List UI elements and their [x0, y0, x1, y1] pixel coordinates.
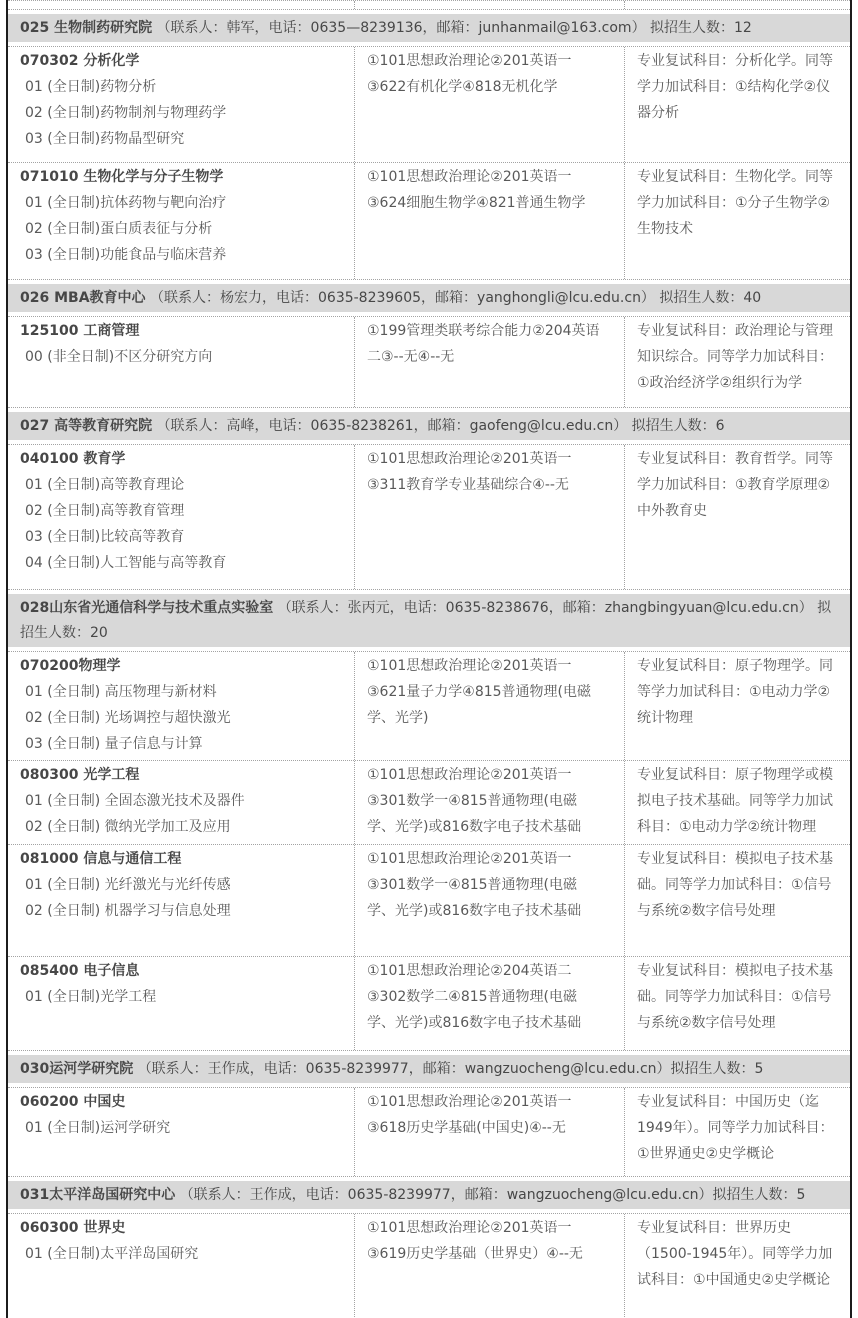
- department-header-bar: [8, 14, 850, 42]
- direction-item: 03 (全日制) 量子信息与计算: [25, 736, 203, 752]
- retest-subjects-cell: 专业复试科目：原子物理学。同等学力加试科目：①电动力学②统计物理: [624, 652, 850, 760]
- retest-subjects-cell: 专业复试科目：政治理论与管理知识综合。同等学力加试科目：①政治经济学②组织行为学: [624, 317, 850, 407]
- direction-item: 02 (全日制)高等教育管理: [25, 503, 185, 519]
- program-code-name: 070302 分析化学: [20, 53, 140, 69]
- department-header-bar: [8, 412, 850, 440]
- program-code-name: 080300 光学工程: [20, 767, 140, 783]
- program-rows-block: [8, 316, 850, 408]
- direction-item: 01 (全日制) 全固态激光技术及器件: [25, 793, 245, 809]
- retest-subjects-cell: 专业复试科目：教育哲学。同等学力加试科目：①教育学原理②中外教育史: [624, 445, 850, 589]
- exam-subjects-cell: ①101思想政治理论②201英语一③619历史学基础（世界史）④--无: [354, 1214, 624, 1318]
- direction-list: [20, 472, 342, 576]
- exam-subjects-cell: ①101思想政治理论②201英语一③624细胞生物学④821普通生物学: [354, 163, 624, 279]
- department-section: [8, 1055, 850, 1177]
- truncated-cell: [354, 1, 624, 9]
- program-cell: [8, 445, 354, 589]
- program-code-name: 040100 教育学: [20, 451, 126, 467]
- direction-item: 01 (全日制) 高压物理与新材料: [25, 684, 217, 700]
- exam-subjects-cell: ①101思想政治理论②201英语一③301数学一④815普通物理(电磁学、光学)或816数字电子技术基础: [354, 761, 624, 844]
- program-row: [8, 46, 850, 163]
- direction-item: 02 (全日制) 机器学习与信息处理: [25, 903, 231, 919]
- program-rows-block: [8, 651, 850, 1051]
- direction-item: 03 (全日制)比较高等教育: [25, 529, 185, 545]
- exam-subjects-cell: ①101思想政治理论②201英语一③621量子力学④815普通物理(电磁学、光学): [354, 652, 624, 760]
- department-header-bar: [8, 1055, 850, 1083]
- department-contact-info: （联系人：张丙元，电话：0635-8238676，邮箱：zhangbingyuan@lcu.edu.cn） 拟招生人数：20: [20, 600, 832, 641]
- program-cell: [8, 652, 354, 760]
- program-cell: [8, 163, 354, 279]
- program-code-name: 071010 生物化学与分子生物学: [20, 169, 224, 185]
- exam-subjects-cell: ①199管理类联考综合能力②204英语二③--无④--无: [354, 317, 624, 407]
- direction-list: [20, 872, 342, 924]
- direction-item: 01 (全日制)药物分析: [25, 79, 157, 95]
- truncated-row-above: [8, 0, 850, 10]
- direction-item: 02 (全日制)药物制剂与物理药学: [25, 105, 227, 121]
- program-code-name: 125100 工商管理: [20, 323, 140, 339]
- program-cell: [8, 47, 354, 162]
- program-row: [8, 1213, 850, 1318]
- exam-subjects-cell: ①101思想政治理论②201英语一③301数学一④815普通物理(电磁学、光学)或816数字电子技术基础: [354, 845, 624, 956]
- department-title: 031太平洋岛国研究中心: [20, 1187, 176, 1203]
- department-section: [8, 14, 850, 280]
- department-section: [8, 412, 850, 590]
- direction-item: 02 (全日制)蛋白质表征与分析: [25, 221, 213, 237]
- retest-subjects-cell: 专业复试科目：分析化学。同等学力加试科目：①结构化学②仪器分析: [624, 47, 850, 162]
- program-row: [8, 163, 850, 280]
- direction-item: 01 (全日制)高等教育理论: [25, 477, 185, 493]
- department-header-bar: [8, 1181, 850, 1209]
- program-row: [8, 761, 850, 845]
- direction-item: 03 (全日制)药物晶型研究: [25, 131, 185, 147]
- department-contact-info: （联系人：韩军，电话：0635—8239136，邮箱：junhanmail@163.com） 拟招生人数：12: [156, 20, 752, 36]
- program-code-name: 070200物理学: [20, 658, 121, 674]
- program-cell: [8, 1088, 354, 1176]
- program-code-name: 060200 中国史: [20, 1094, 126, 1110]
- program-cell: [8, 1214, 354, 1318]
- department-section: [8, 284, 850, 408]
- program-row: [8, 1087, 850, 1177]
- program-rows-block: [8, 1087, 850, 1177]
- direction-list: [20, 984, 342, 1010]
- exam-subjects-cell: ①101思想政治理论②201英语一③311教育学专业基础综合④--无: [354, 445, 624, 589]
- program-code-name: 081000 信息与通信工程: [20, 851, 182, 867]
- direction-item: 01 (全日制)太平洋岛国研究: [25, 1246, 199, 1262]
- truncated-cell: [8, 1, 354, 9]
- program-row: [8, 651, 850, 761]
- direction-item: 01 (全日制)抗体药物与靶向治疗: [25, 195, 227, 211]
- admissions-table: [6, 0, 852, 1318]
- department-title: 026 MBA教育中心: [20, 290, 146, 306]
- program-rows-block: [8, 1213, 850, 1318]
- program-row: [8, 316, 850, 408]
- department-title: 028山东省光通信科学与技术重点实验室: [20, 600, 274, 616]
- program-code-name: 060300 世界史: [20, 1220, 126, 1236]
- department-title: 027 高等教育研究院: [20, 418, 153, 434]
- direction-item: 01 (全日制) 光纤激光与光纤传感: [25, 877, 231, 893]
- exam-subjects-cell: ①101思想政治理论②204英语二③302数学二④815普通物理(电磁学、光学)或816数字电子技术基础: [354, 957, 624, 1050]
- program-rows-block: [8, 444, 850, 590]
- department-header-bar: [8, 594, 850, 647]
- retest-subjects-cell: 专业复试科目：世界历史（1500-1945年）。同等学力加试科目：①中国通史②史学概论: [624, 1214, 850, 1318]
- direction-list: [20, 788, 342, 840]
- retest-subjects-cell: 专业复试科目：模拟电子技术基础。同等学力加试科目：①信号与系统②数字信号处理: [624, 845, 850, 956]
- department-contact-info: （联系人：王作成，电话：0635-8239977，邮箱：wangzuocheng@lcu.edu.cn）拟招生人数：5: [137, 1061, 764, 1077]
- program-row: [8, 845, 850, 957]
- direction-list: [20, 1115, 342, 1141]
- department-section: [8, 1181, 850, 1318]
- program-cell: [8, 845, 354, 956]
- direction-item: 01 (全日制)运河学研究: [25, 1120, 171, 1136]
- direction-item: 00 (非全日制)不区分研究方向: [25, 349, 213, 365]
- direction-list: [20, 74, 342, 152]
- exam-subjects-cell: ①101思想政治理论②201英语一③622有机化学④818无机化学: [354, 47, 624, 162]
- program-row: [8, 957, 850, 1051]
- direction-list: [20, 679, 342, 757]
- direction-item: 01 (全日制)光学工程: [25, 989, 157, 1005]
- department-title: 025 生物制药研究院: [20, 20, 153, 36]
- program-rows-block: [8, 46, 850, 280]
- department-contact-info: （联系人：高峰，电话：0635-8238261，邮箱：gaofeng@lcu.edu.cn） 拟招生人数：6: [156, 418, 725, 434]
- direction-list: [20, 190, 342, 268]
- direction-item: 03 (全日制)功能食品与临床营养: [25, 247, 227, 263]
- program-cell: [8, 761, 354, 844]
- direction-item: 04 (全日制)人工智能与高等教育: [25, 555, 227, 571]
- department-contact-info: （联系人：杨宏力，电话：0635-8239605，邮箱：yanghongli@lcu.edu.cn） 拟招生人数：40: [150, 290, 762, 306]
- department-header-bar: [8, 284, 850, 312]
- program-row: [8, 444, 850, 590]
- department-title: 030运河学研究院: [20, 1061, 134, 1077]
- direction-item: 02 (全日制) 微纳光学加工及应用: [25, 819, 231, 835]
- program-code-name: 085400 电子信息: [20, 963, 140, 979]
- direction-list: [20, 344, 342, 370]
- retest-subjects-cell: 专业复试科目：生物化学。同等学力加试科目：①分子生物学②生物技术: [624, 163, 850, 279]
- department-contact-info: （联系人：王作成，电话：0635-8239977，邮箱：wangzuocheng@lcu.edu.cn）拟招生人数：5: [179, 1187, 806, 1203]
- department-section: [8, 594, 850, 1051]
- program-cell: [8, 957, 354, 1050]
- truncated-cell: [624, 1, 850, 9]
- exam-subjects-cell: ①101思想政治理论②201英语一③618历史学基础(中国史)④--无: [354, 1088, 624, 1176]
- direction-list: [20, 1241, 342, 1267]
- retest-subjects-cell: 专业复试科目：原子物理学或模拟电子技术基础。同等学力加试科目：①电动力学②统计物理: [624, 761, 850, 844]
- retest-subjects-cell: 专业复试科目：中国历史（迄1949年）。同等学力加试科目：①世界通史②史学概论: [624, 1088, 850, 1176]
- direction-item: 02 (全日制) 光场调控与超快激光: [25, 710, 231, 726]
- retest-subjects-cell: 专业复试科目：模拟电子技术基础。同等学力加试科目：①信号与系统②数字信号处理: [624, 957, 850, 1050]
- program-cell: [8, 317, 354, 407]
